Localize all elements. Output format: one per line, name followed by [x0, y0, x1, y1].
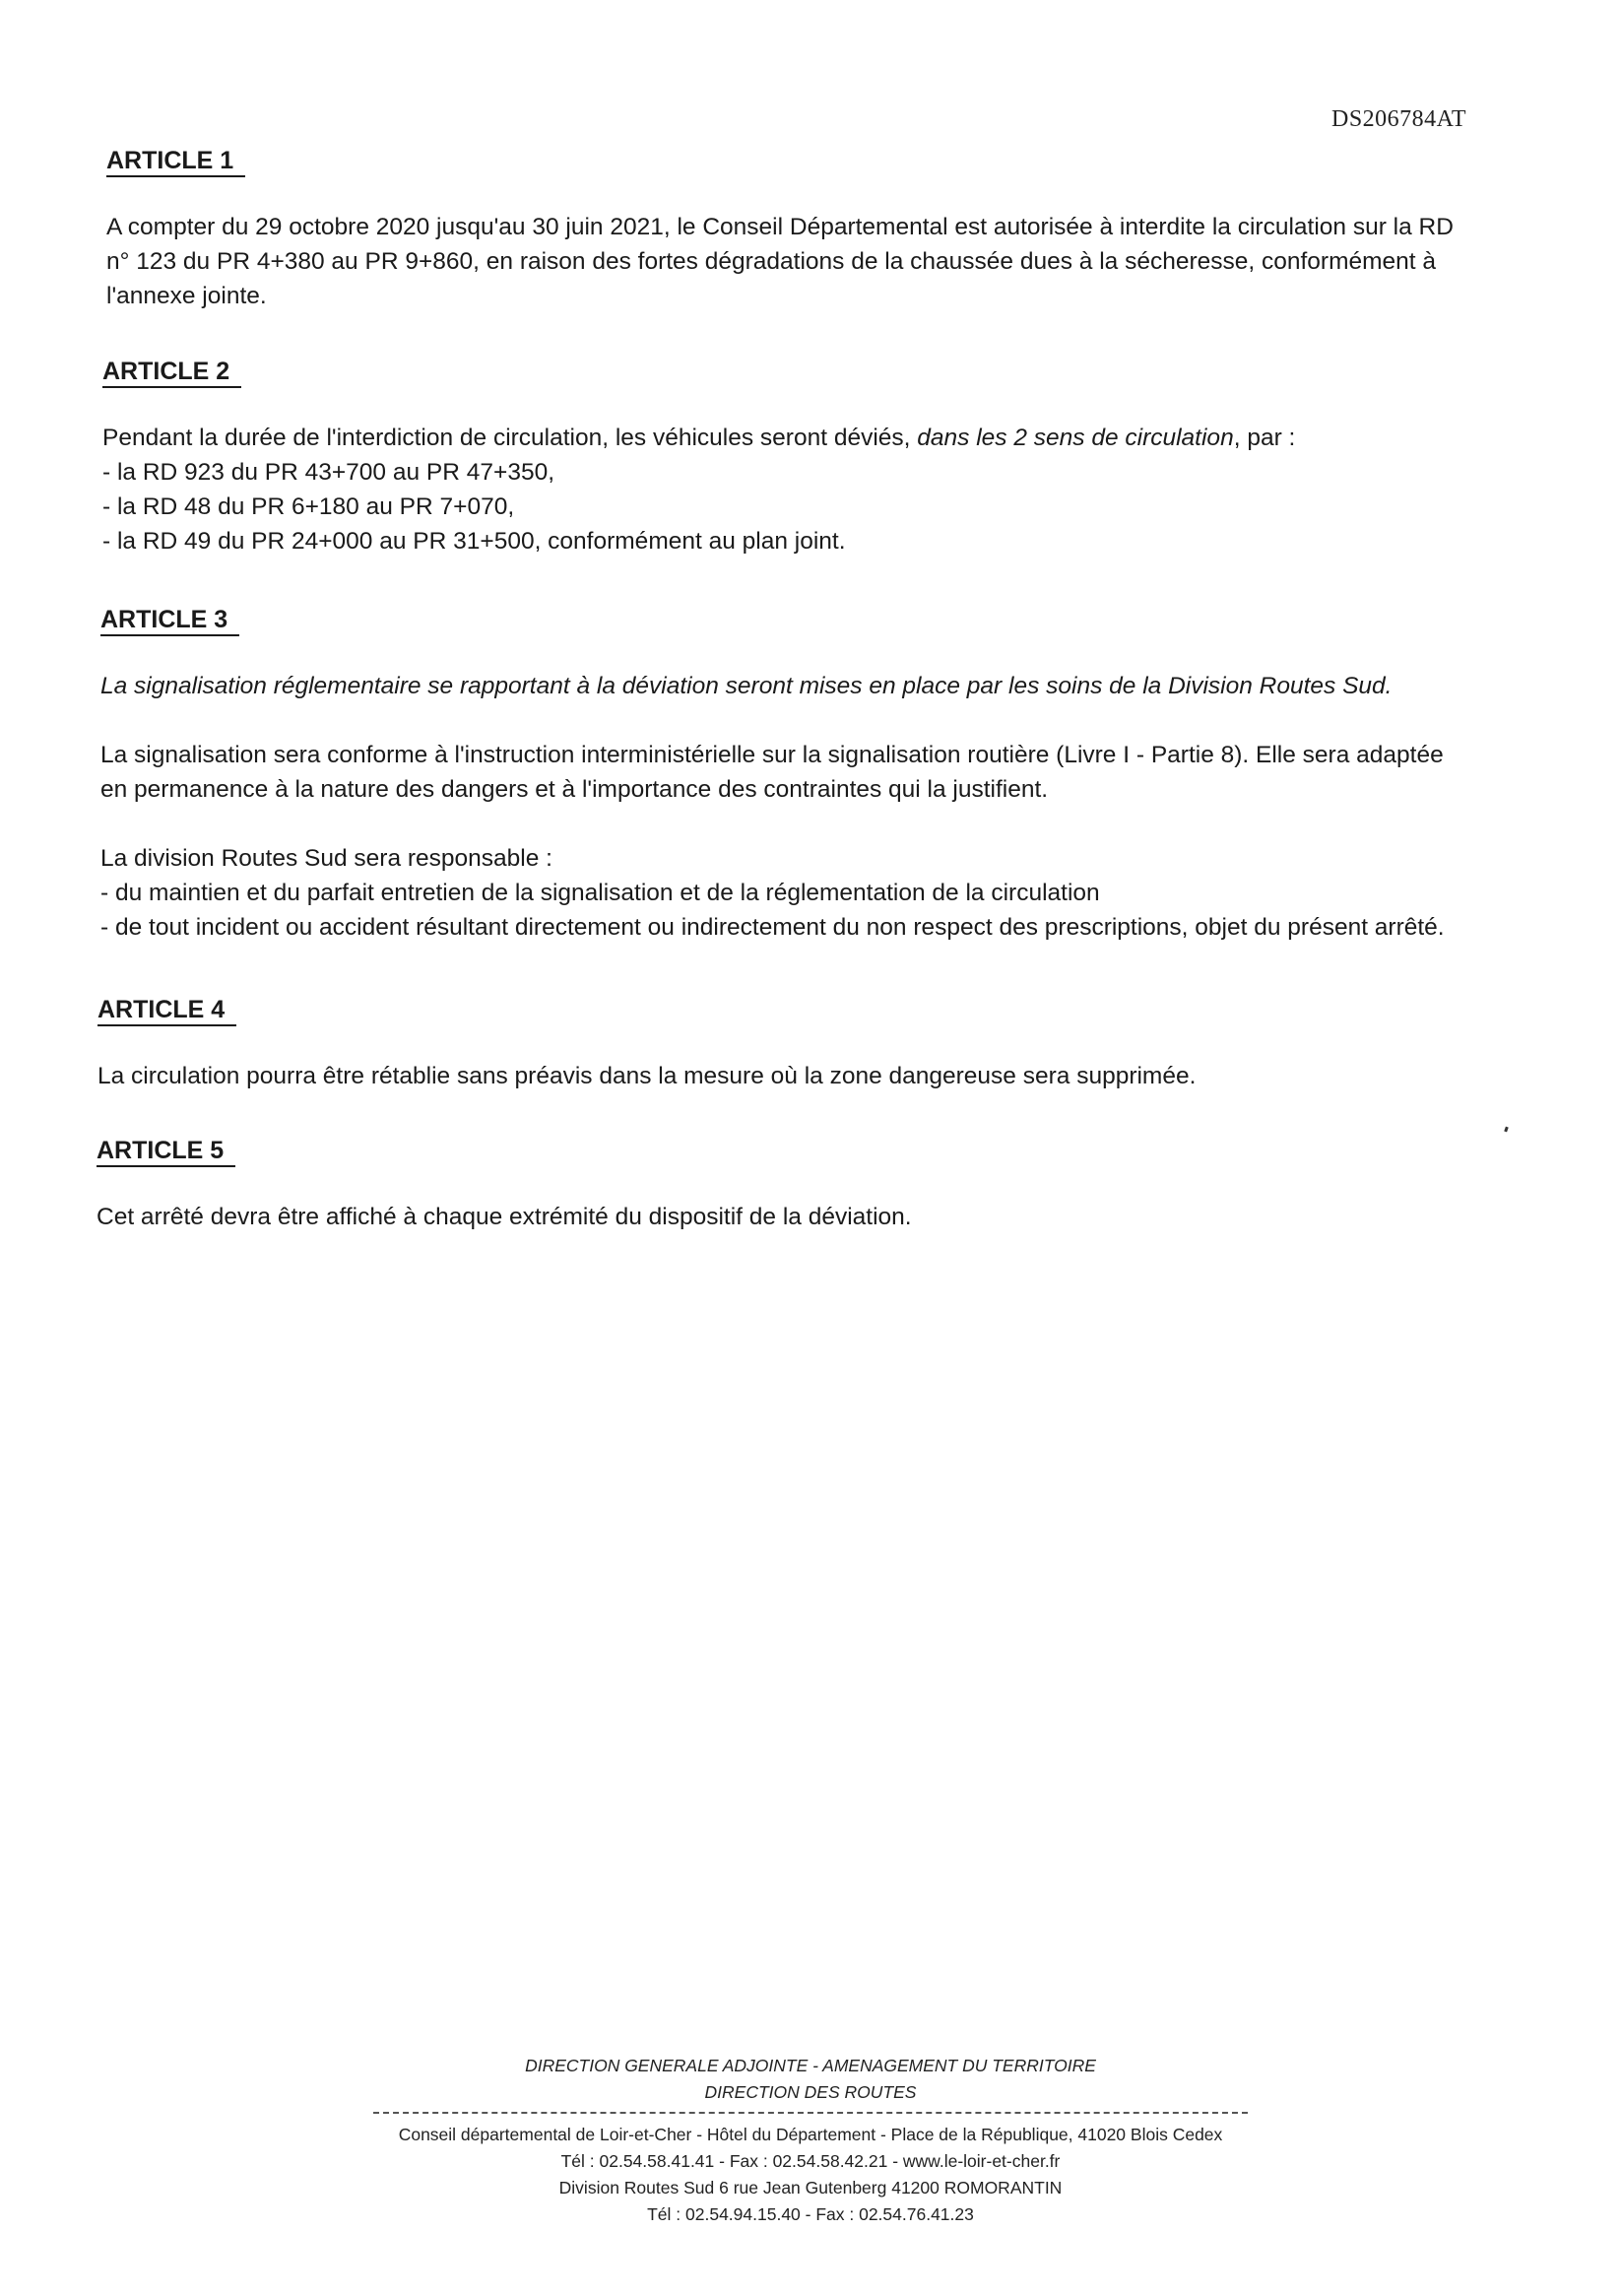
document-reference: DS206784AT	[1331, 106, 1467, 132]
article-4	[97, 995, 1475, 1093]
article-5	[97, 1136, 1475, 1234]
scan-speck	[1504, 1127, 1509, 1133]
article-1-paragraph: A compter du 29 octobre 2020 jusqu'au 30 juin 2021, le Conseil Départemental est autorisée à interdite la circulation sur la RD n° 123 du PR 4+380 au PR 9+860, en raison des fortes dégradations de la chaussée dues à la sécheresse, conformément à l'annexe jointe.	[106, 214, 1454, 309]
article-2	[102, 357, 1475, 558]
article-3-paragraph-2: La signalisation sera conforme à l'instruction interministérielle sur la signalisation routière (Livre I - Partie 8). Elle sera adaptée en permanence à la nature des dangers et à l'importance des contraintes qui la justifient.	[100, 742, 1444, 803]
article-2-intro	[102, 421, 1475, 455]
article-2-intro-suffix: , par :	[1233, 425, 1296, 451]
article-3	[100, 605, 1475, 945]
article-2-title: ARTICLE 2	[102, 357, 241, 388]
article-4-title: ARTICLE 4	[97, 995, 236, 1026]
article-2-intro-prefix: Pendant la durée de l'interdiction de circulation, les véhicules seront déviés,	[102, 425, 918, 451]
article-3-responsibility-intro: La division Routes Sud sera responsable :	[100, 845, 552, 872]
page-footer	[0, 2053, 1621, 2228]
footer-division-contact-line: Tél : 02.54.94.15.40 - Fax : 02.54.76.41.23	[647, 2204, 974, 2224]
footer-direction-line: DIRECTION GENERALE ADJOINTE - AMENAGEMENT DU TERRITOIRE	[525, 2056, 1096, 2075]
detour-route-2: - la RD 48 du PR 6+180 au PR 7+070,	[102, 493, 515, 520]
article-5-title: ARTICLE 5	[97, 1136, 235, 1167]
responsibility-item-2: - de tout incident ou accident résultant directement ou indirectement du non respect des prescriptions, objet du présent arrêté.	[100, 914, 1445, 941]
footer-department-line: DIRECTION DES ROUTES	[704, 2082, 917, 2102]
detour-route-3: - la RD 49 du PR 24+000 au PR 31+500, conformément au plan joint.	[102, 528, 846, 555]
detour-route-1: - la RD 923 du PR 43+700 au PR 47+350,	[102, 459, 555, 486]
footer-contact-line: Tél : 02.54.58.41.41 - Fax : 02.54.58.42.21 - www.le-loir-et-cher.fr	[560, 2151, 1061, 2171]
footer-division-address-line: Division Routes Sud 6 rue Jean Gutenberg 41200 ROMORANTIN	[558, 2178, 1063, 2198]
article-1	[106, 146, 1475, 313]
footer-divider	[373, 2112, 1248, 2114]
responsibility-item-1: - du maintien et du parfait entretien de la signalisation et de la réglementation de la circulation	[100, 880, 1100, 906]
article-4-paragraph: La circulation pourra être rétablie sans préavis dans la mesure où la zone dangereuse sera supprimée.	[97, 1063, 1197, 1089]
article-2-intro-italic: dans les 2 sens de circulation	[917, 425, 1234, 451]
article-1-title: ARTICLE 1	[106, 146, 245, 177]
article-3-italic-paragraph: La signalisation réglementaire se rapportant à la déviation seront mises en place par les soins de la Division Routes Sud.	[100, 673, 1393, 699]
article-3-title: ARTICLE 3	[100, 605, 239, 636]
footer-address-line: Conseil départemental de Loir-et-Cher - Hôtel du Département - Place de la République, 41020 Blois Cedex	[398, 2125, 1223, 2144]
article-5-paragraph: Cet arrêté devra être affiché à chaque extrémité du dispositif de la déviation.	[97, 1204, 912, 1230]
